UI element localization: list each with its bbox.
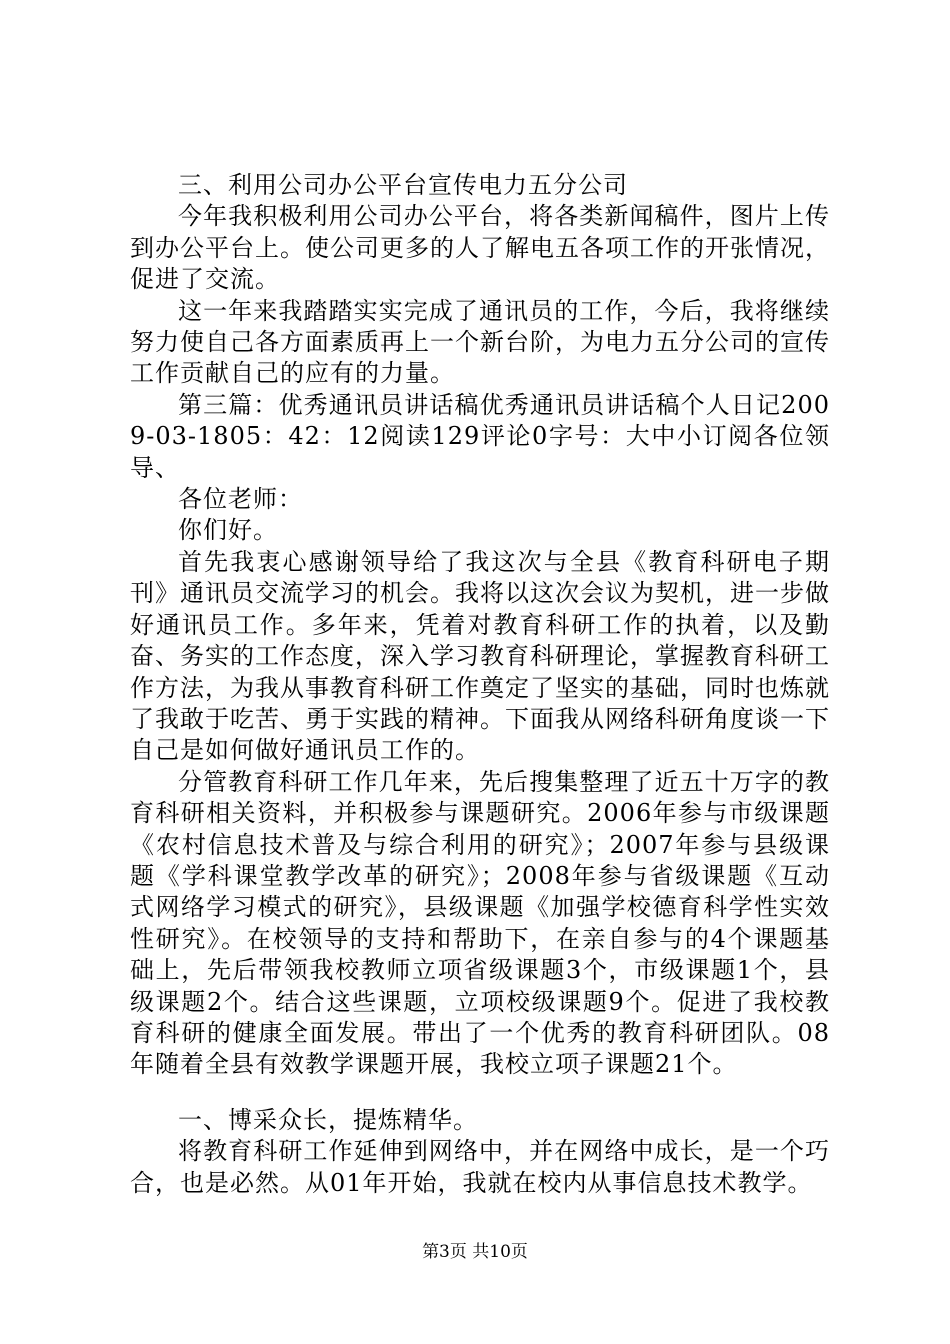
- paragraph-thanks: 首先我衷心感谢领导给了我这次与全县《教育科研电子期刊》通讯员交流学习的机会。我将以这次会议为契机，进一步做好通讯员工作。多年来，凭着对教育科研工作的执着，以及勤奋、务实的工作态度，深入学习教育科研理论，掌握教育科研工作方法，为我从事教育科研工作奠定了坚实的基础，同时也炼就了我敢于吃苦、勇于实践的精神。下面我从网络科研角度谈一下自己是如何做好通讯员工作的。: [130, 547, 830, 765]
- paragraph-office-platform: 今年我积极利用公司办公平台，将各类新闻稿件，图片上传到办公平台上。使公司更多的人了解电五各项工作的开张情况，促进了交流。: [130, 202, 830, 294]
- paragraph-year-summary: 这一年来我踏踏实实完成了通讯员的工作，今后，我将继续努力使自己各方面素质再上一个新台阶，为电力五分公司的宣传工作贡献自己的应有的力量。: [130, 296, 830, 388]
- paragraph-research-history: 分管教育科研工作几年来，先后搜集整理了近五十万字的教育科研相关资料，并积极参与课题研究。2006年参与市级课题《农村信息技术普及与综合利用的研究》；2007年参与县级课题《学科课堂教学改革的研究》；2008年参与省级课题《互动式网络学习模式的研究》，县级课题《加强学校德育科学性实效性研究》。在校领导的支持和帮助下，在亲自参与的4个课题基础上，先后带领我校教师立项省级课题3个，市级课题1个，县级课题2个。结合这些课题，立项校级课题9个。促进了我校教育科研的健康全面发展。带出了一个优秀的教育科研团队。08年随着全县有效教学课题开展，我校立项子课题21个。: [130, 767, 830, 1079]
- greeting: 你们好。: [178, 516, 278, 545]
- document-body: [130, 170, 830, 1199]
- paragraph-network-research: 将教育科研工作延伸到网络中，并在网络中成长，是一个巧合，也是必然。从01年开始，我就在校内从事信息技术教学。: [130, 1137, 830, 1197]
- article-title-line: 第三篇：优秀通讯员讲话稿优秀通讯员讲话稿个人日记2009-03-1805：42：12阅读129评论0字号：大中小订阅各位领导、: [130, 390, 830, 482]
- page-footer: 第3页 共10页: [422, 1242, 528, 1262]
- section-heading-1: 一、博采众长，提炼精华。: [178, 1105, 478, 1134]
- section-heading-3: 三、利用公司办公平台宣传电力五分公司: [178, 171, 628, 199]
- salutation-teachers: 各位老师：: [178, 485, 303, 514]
